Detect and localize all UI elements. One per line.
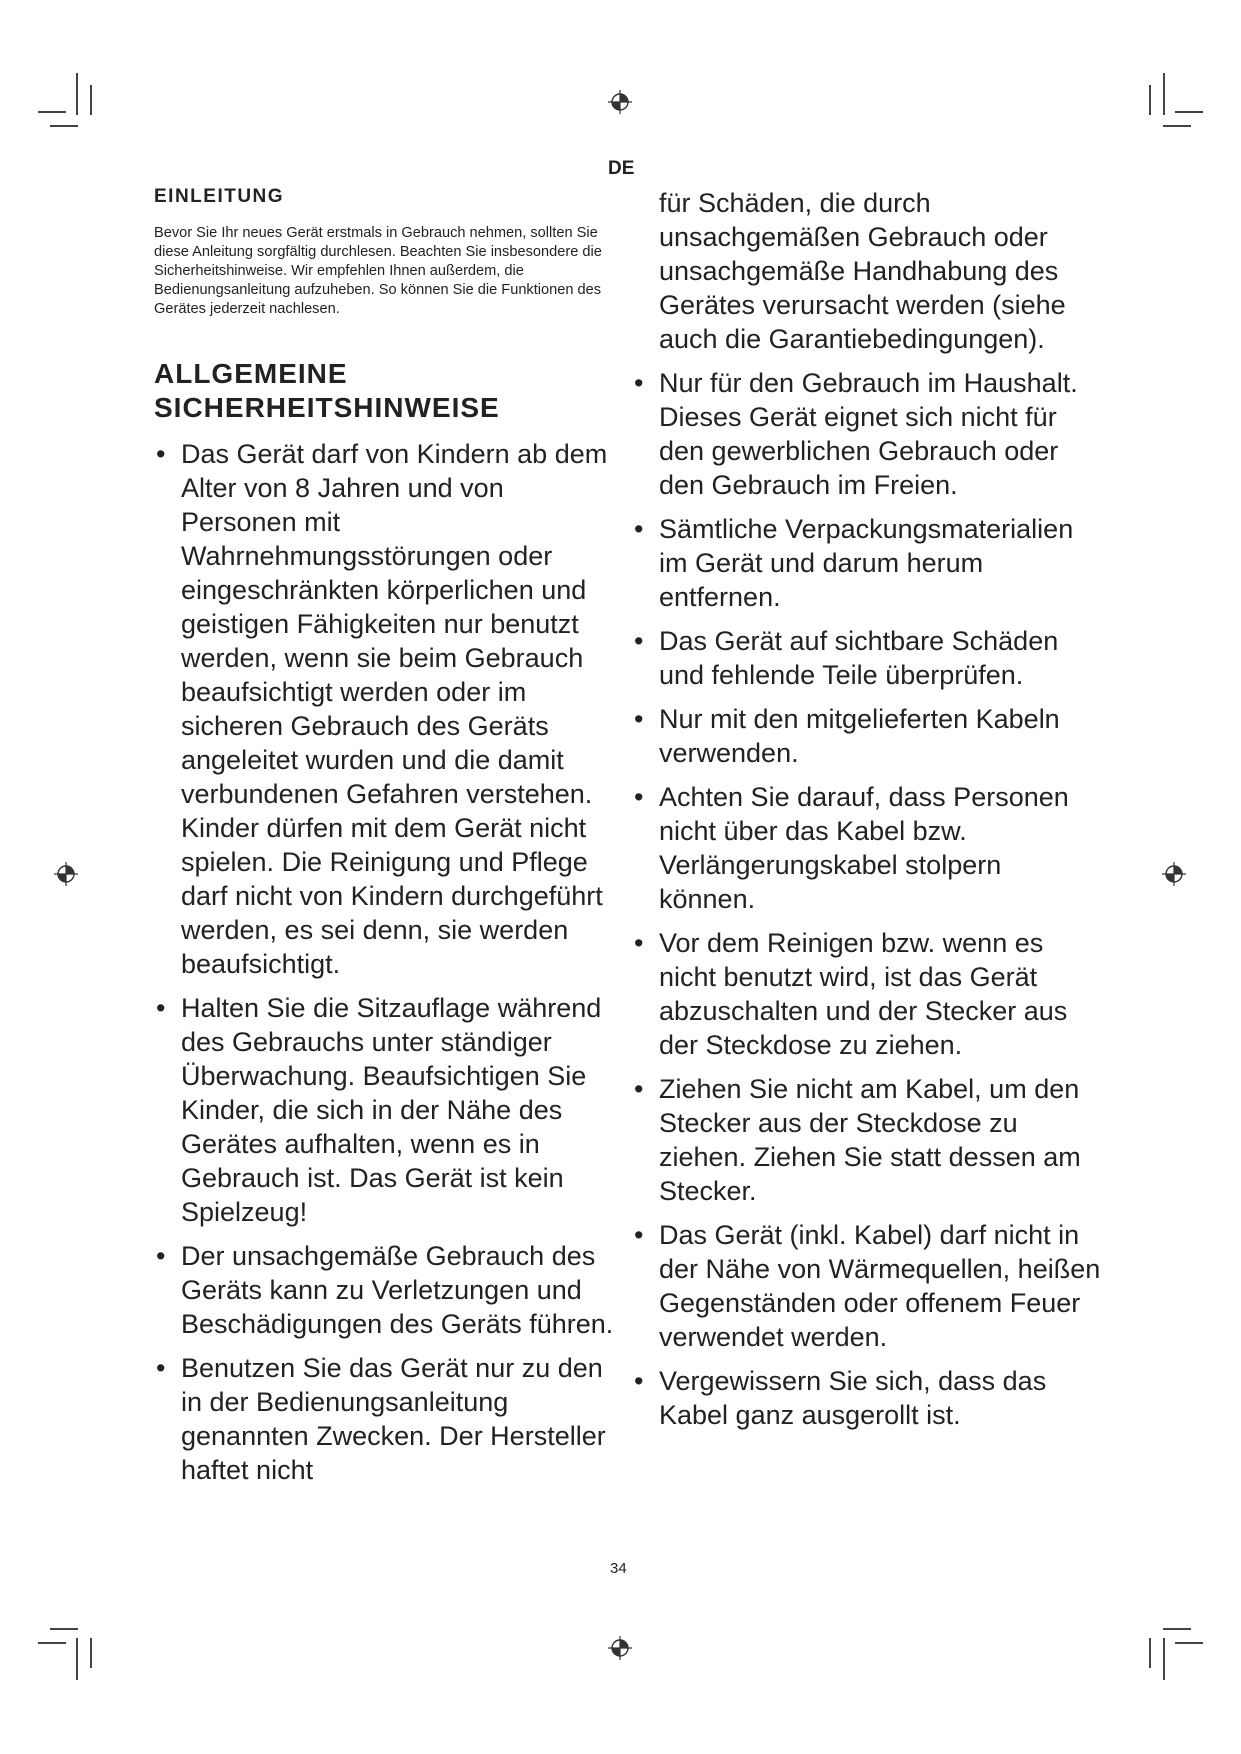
list-item: • Benutzen Sie das Gerät nur zu den in der Bedienungsanleitung genannten Zwecken. Der Hersteller haftet nicht xyxy=(154,1351,614,1487)
right-column xyxy=(632,186,1102,1442)
safety-list-left xyxy=(154,437,614,1487)
safety-heading: ALLGEMEINE SICHERHEITSHINWEISE xyxy=(154,358,500,423)
language-tag: DE xyxy=(608,158,635,179)
list-item: • Das Gerät darf von Kindern ab dem Alter von 8 Jahren und von Personen mit Wahrnehmungsstörungen oder eingeschränkten körperlichen und geistigen Fähigkeiten nur benutzt werden, wenn sie beim Gebrauch beaufsichtigt werden oder im sicheren Gebrauch des Geräts angeleitet wurden und die damit verbundenen Gefahren verstehen. Kinder dürfen mit dem Gerät nicht spielen. Die Reinigung und Pflege darf nicht von Kindern durchgeführt werden, es sei denn, sie werden beaufsichtigt. xyxy=(154,437,614,981)
list-item: • Achten Sie darauf, dass Personen nicht über das Kabel bzw. Verlängerungskabel stolpern können. xyxy=(632,780,1102,916)
registration-mark-icon xyxy=(607,1635,633,1661)
registration-mark-icon xyxy=(53,861,79,887)
registration-mark-icon xyxy=(1161,861,1187,887)
safety-list-right xyxy=(632,366,1102,1432)
list-item: • Nur mit den mitgelieferten Kabeln verwenden. xyxy=(632,702,1102,770)
list-item: • Nur für den Gebrauch im Haushalt. Dieses Gerät eignet sich nicht für den gewerblichen Gebrauch oder den Gebrauch im Freien. xyxy=(632,366,1102,502)
continued-text: für Schäden, die durch unsachgemäßen Gebrauch oder unsachgemäße Handhabung des Gerätes verursacht werden (siehe auch die Garantiebedingungen). xyxy=(659,188,1066,354)
intro-heading: EINLEITUNG xyxy=(154,186,285,207)
left-column xyxy=(154,186,614,1497)
list-item: • Ziehen Sie nicht am Kabel, um den Stecker aus der Steckdose zu ziehen. Ziehen Sie statt dessen am Stecker. xyxy=(632,1072,1102,1208)
list-item: • Vergewissern Sie sich, dass das Kabel ganz ausgerollt ist. xyxy=(632,1364,1102,1432)
intro-text: Bevor Sie Ihr neues Gerät erstmals in Gebrauch nehmen, sollten Sie diese Anleitung sorgfältig durchlesen. Beachten Sie insbesondere die Sicherheitshinweise. Wir empfehlen Ihnen außerdem, die Bedienungsanleitung aufzuheben. So können Sie die Funktionen des Gerätes jederzeit nachlesen. xyxy=(154,225,602,317)
page-number: 34 xyxy=(610,1560,627,1577)
registration-mark-icon xyxy=(607,89,633,115)
list-item: • Vor dem Reinigen bzw. wenn es nicht benutzt wird, ist das Gerät abzuschalten und der Stecker aus der Steckdose zu ziehen. xyxy=(632,926,1102,1062)
list-item: • Sämtliche Verpackungsmaterialien im Gerät und darum herum entfernen. xyxy=(632,512,1102,614)
list-item: • Das Gerät (inkl. Kabel) darf nicht in der Nähe von Wärmequellen, heißen Gegenständen oder offenem Feuer verwendet werden. xyxy=(632,1218,1102,1354)
list-item: • Halten Sie die Sitzauflage während des Gebrauchs unter ständiger Überwachung. Beaufsichtigen Sie Kinder, die sich in der Nähe des Gerätes aufhalten, wenn es in Gebrauch ist. Das Gerät ist kein Spielzeug! xyxy=(154,991,614,1229)
list-item: • Der unsachgemäße Gebrauch des Geräts kann zu Verletzungen und Beschädigungen des Geräts führen. xyxy=(154,1239,614,1341)
list-item: • Das Gerät auf sichtbare Schäden und fehlende Teile überprüfen. xyxy=(632,624,1102,692)
